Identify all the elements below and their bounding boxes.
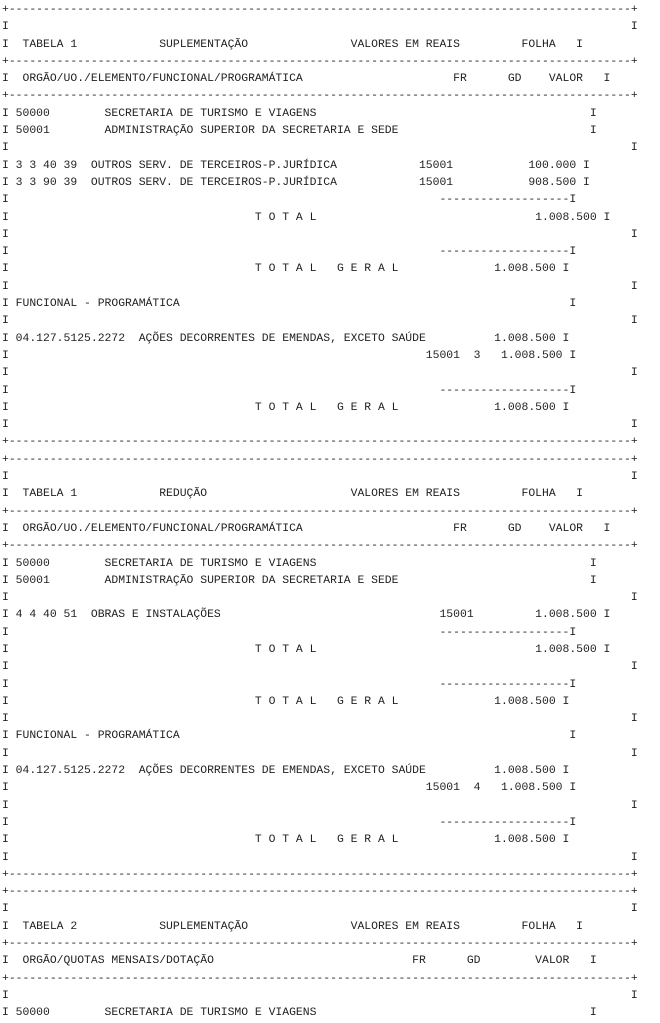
report-line-41: I T O T A L G E R A L 1.008.500 I [2,695,570,708]
report-line-56: I ORGÃO/QUOTAS MENSAIS/DOTAÇÃO FR GD VALOR I [2,955,597,968]
report-line-26: +-------------------------------------------------------------------------------------------+ [2,436,638,449]
report-line-55: +-------------------------------------------------------------------------------------------+ [2,938,638,951]
report-line-35: I I [2,592,638,605]
report-line-45: I 04.127.5125.2272 AÇÕES DECORRENTES DE EMENDAS, EXCETO SAÚDE 1.008.500 I [2,765,570,778]
report-line-49: I T O T A L G E R A L 1.008.500 I [2,834,570,847]
report-line-46: I 15001 4 1.008.500 I [2,782,577,795]
report-line-02: I I [2,21,638,34]
report-line-14: I I [2,228,638,241]
report-line-33: I 50000 SECRETARIA DE TURISMO E VIAGENS I [2,557,597,570]
report-line-34: I 50001 ADMINISTRAÇÃO SUPERIOR DA SECRETARIA E SEDE I [2,574,597,587]
report-line-58: I I [2,989,638,1002]
report-line-31: I ORGÃO/UO./ELEMENTO/FUNCIONAL/PROGRAMÁTICA FR GD VALOR I [2,522,611,535]
report-line-08: I 50001 ADMINISTRAÇÃO SUPERIOR DA SECRETARIA E SEDE I [2,125,597,138]
report-line-22: I I [2,367,638,380]
report-line-28: I I [2,471,638,484]
report-line-16: I T O T A L G E R A L 1.008.500 I [2,263,570,276]
report-line-13: I T O T A L 1.008.500 I [2,211,611,224]
report-line-18: I FUNCIONAL - PROGRAMÁTICA I [2,298,577,311]
report-line-24: I T O T A L G E R A L 1.008.500 I [2,401,570,414]
report-line-57: +-------------------------------------------------------------------------------------------+ [2,972,638,985]
report-line-07: I 50000 SECRETARIA DE TURISMO E VIAGENS I [2,107,597,120]
report-line-04: +-------------------------------------------------------------------------------------------+ [2,55,638,68]
report-line-39: I I [2,661,638,674]
report-line-06: +-------------------------------------------------------------------------------------------+ [2,90,638,103]
report-line-54: I TABELA 2 SUPLEMENTAÇÃO VALORES EM REAIS FOLHA I [2,920,584,933]
report-line-03: I TABELA 1 SUPLEMENTAÇÃO VALORES EM REAIS FOLHA I [2,38,584,51]
report-line-27: +-------------------------------------------------------------------------------------------+ [2,453,638,466]
report-line-25: I I [2,419,638,432]
report-line-20: I 04.127.5125.2272 AÇÕES DECORRENTES DE EMENDAS, EXCETO SAÚDE 1.008.500 I [2,332,570,345]
budget-report-document [2,2,638,1023]
report-line-10: I 3 3 40 39 OUTROS SERV. DE TERCEIROS-P.JURÍDICA 15001 100.000 I [2,159,590,172]
report-line-44: I I [2,747,638,760]
report-line-19: I I [2,315,638,328]
report-line-50: I I [2,851,638,864]
report-line-37: I -------------------I [2,626,577,639]
report-line-48: I -------------------I [2,816,577,829]
report-line-47: I I [2,799,638,812]
report-line-51: +-------------------------------------------------------------------------------------------+ [2,868,638,881]
report-line-42: I I [2,713,638,726]
report-line-53: I I [2,903,638,916]
report-line-40: I -------------------I [2,678,577,691]
report-line-11: I 3 3 90 39 OUTROS SERV. DE TERCEIROS-P.JURÍDICA 15001 908.500 I [2,176,590,189]
report-line-09: I I [2,142,638,155]
report-line-21: I 15001 3 1.008.500 I [2,349,577,362]
report-line-12: I -------------------I [2,194,577,207]
report-line-29: I TABELA 1 REDUÇÃO VALORES EM REAIS FOLHA I [2,488,584,501]
report-line-05: I ORGÃO/UO./ELEMENTO/FUNCIONAL/PROGRAMÁTICA FR GD VALOR I [2,73,611,86]
report-line-59: I 50000 SECRETARIA DE TURISMO E VIAGENS I [2,1007,597,1020]
report-line-23: I -------------------I [2,384,577,397]
report-line-01: +-------------------------------------------------------------------------------------------+ [2,4,638,16]
report-line-43: I FUNCIONAL - PROGRAMÁTICA I [2,730,577,743]
report-line-32: +-------------------------------------------------------------------------------------------+ [2,540,638,553]
report-line-15: I -------------------I [2,246,577,259]
report-line-36: I 4 4 40 51 OBRAS E INSTALAÇÕES 15001 1.008.500 I [2,609,611,622]
report-line-38: I T O T A L 1.008.500 I [2,643,611,656]
report-line-17: I I [2,280,638,293]
report-line-52: +-------------------------------------------------------------------------------------------+ [2,886,638,899]
report-line-30: +-------------------------------------------------------------------------------------------+ [2,505,638,518]
